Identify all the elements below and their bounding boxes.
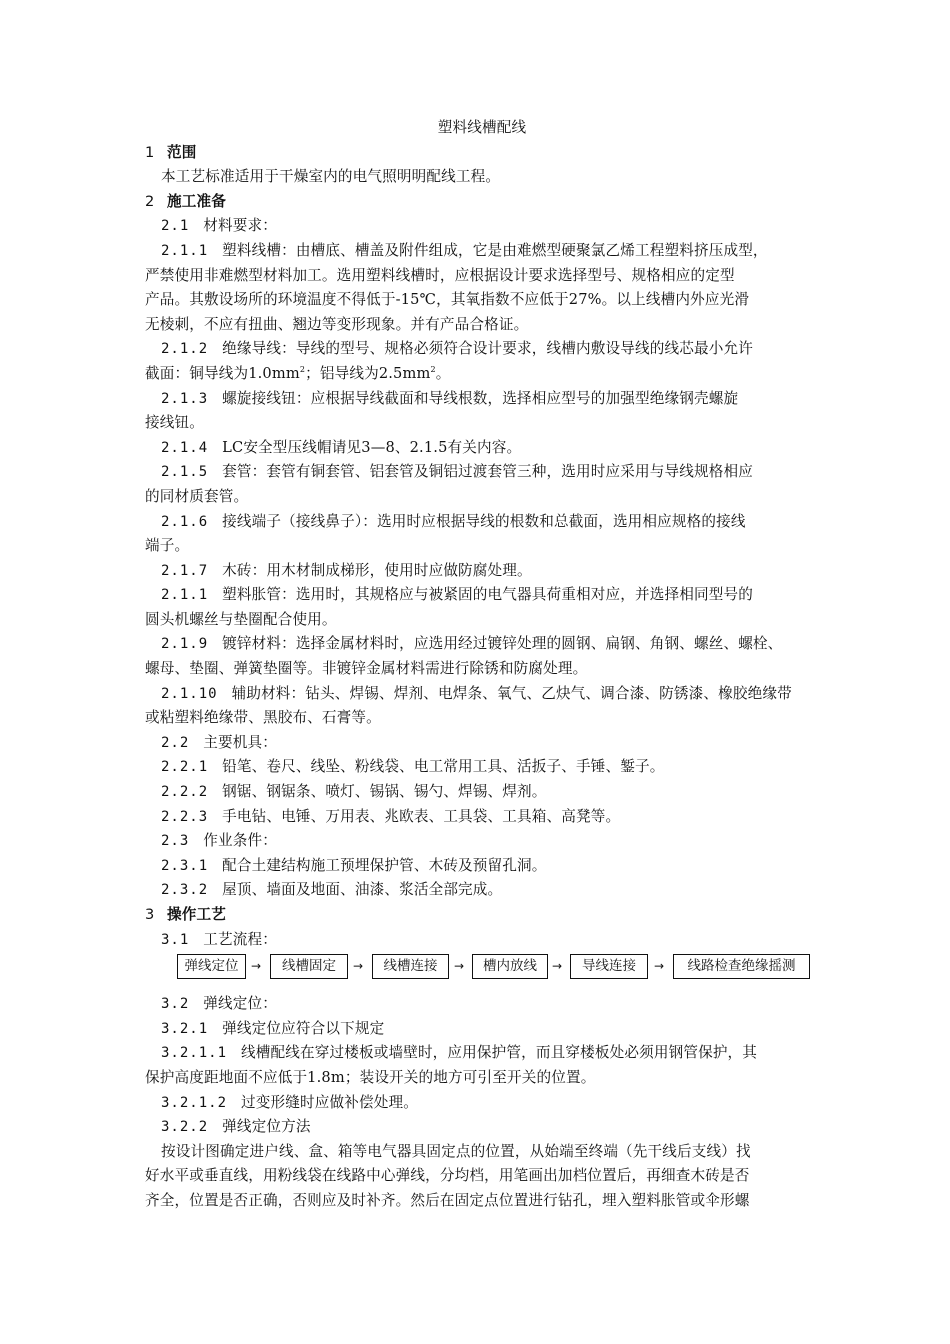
section-2-1-heading: 2.1 材料要求： (161, 217, 278, 235)
section-2-3-heading: 2.3 作业条件： (161, 832, 278, 850)
clause-3-2-2: 3.2.2 弹线定位方法 (161, 1118, 311, 1136)
clause-2-1-1: 2.1.1 塑料线槽：由槽底、槽盖及附件组成，它是由难燃型硬聚氯乙烯工程塑料挤压成型， 严禁使用非难燃型材料加工。选用塑料线槽时，应根据设计要求选择型号、规格相应的定型 产品。其敷设场所的环境温度不得低于-15℃，其氧指数不应低于27%。以上线槽内外应光滑 无棱刺，不应有扭曲、翘边等变形现象。并有产品合格证。 (145, 241, 768, 333)
clause-2-1-2: 2.1.2 绝缘导线：导线的型号、规格必须符合设计要求，线槽内敷设导线的线芯最小允许 截面：铜导线为$1.0mm^2$；铝导线为$2.5mm^2$。 (145, 340, 753, 382)
arrow-right-icon: → (454, 959, 465, 974)
clause-3-2-2-body: 按设计图确定进户线、盒、箱等电气器具固定点的位置，从始端至终端（先干线后支线）找 好水平或垂直线，用粉线袋在线路中心弹线，分均档，用笔画出加档位置后，再细查木砖是否 齐全，位置是否正确，否则应及时补齐。然后在固定点位置进行钻孔，埋入塑料胀管或伞形螺 (145, 1142, 751, 1209)
arrow-right-icon: → (353, 959, 364, 974)
flow-step-1: 弹线定位 (177, 954, 246, 979)
clause-2-1-6: 2.1.6 接线端子（接线鼻子）：选用时应根据导线的根数和总截面，选用相应规格的接线 端子。 (145, 512, 746, 555)
section-3-1-heading: 3.1 工艺流程： (161, 930, 278, 948)
clause-2-3-2: 2.3.2 屋顶、墙面及地面、油漆、浆活全部完成。 (161, 881, 503, 899)
clause-2-1-10: 2.1.10 辅助材料：钻头、焊锡、焊剂、电焊条、氧气、乙炔气、调合漆、防锈漆、橡胶绝缘带 或粘塑料绝缘带、黑胶布、石膏等。 (145, 684, 792, 727)
clause-2-1-7: 2.1.7 木砖：用木材制成梯形，使用时应做防腐处理。 (161, 561, 532, 579)
clause-3-2-1-1: 3.2.1.1 线槽配线在穿过楼板或墙壁时，应用保护管，而且穿楼板处必须用钢管保护，其 保护高度距地面不应低于1.8m；装设开关的地方可引至开关的位置。 (145, 1044, 758, 1086)
clause-3-2-1-2: 3.2.1.2 过变形缝时应做补偿处理。 (161, 1093, 418, 1111)
section-3-heading: 3 操作工艺 (145, 906, 226, 923)
document-title: 塑料线槽配线 (437, 119, 527, 136)
clause-2-2-3: 2.2.3 手电钻、电锤、万用表、兆欧表、工具袋、工具箱、高凳等。 (161, 807, 621, 825)
clause-3-2-1: 3.2.1 弹线定位应符合以下规定 (161, 1019, 385, 1037)
clause-2-3-1: 2.3.1 配合土建结构施工预埋保护管、木砖及预留孔洞。 (161, 856, 547, 874)
section-1-heading: 1 范围 (145, 143, 197, 161)
flow-step-2: 线槽固定 (270, 954, 348, 979)
clause-2-2-1: 2.2.1 铅笔、卷尺、线坠、粉线袋、电工常用工具、活扳子、手锤、錾子。 (161, 758, 665, 776)
clause-2-1-4: 2.1.4 LC安全型压线帽请见3—8、2.1.5有关内容。 (161, 438, 522, 456)
section-3-2-heading: 3.2 弹线定位： (161, 995, 278, 1013)
flow-step-4: 槽内放线 (472, 954, 548, 979)
flow-step-6: 线路检查绝缘摇测 (673, 954, 810, 979)
clause-2-1-9: 2.1.9 镀锌材料：选择金属材料时，应选用经过镀锌处理的圆钢、扁钢、角钢、螺丝、螺栓、 螺母、垫圈、弹簧垫圈等。非镀锌金属材料需进行除锈和防腐处理。 (145, 635, 783, 678)
section-2-2-heading: 2.2 主要机具： (161, 733, 278, 751)
clause-2-2-2: 2.2.2 钢锯、钢锯条、喷灯、锡锅、锡勺、焊锡、焊剂。 (161, 783, 547, 801)
arrow-right-icon: → (552, 959, 563, 974)
clause-2-1-5: 2.1.5 套管：套管有铜套管、铝套管及铜铝过渡套管三种，选用时应采用与导线规格相应 的同材质套管。 (145, 463, 753, 505)
arrow-right-icon: → (654, 959, 665, 974)
flow-step-3: 线槽连接 (372, 954, 449, 979)
clause-2-1-3: 2.1.3 螺旋接线钮：应根据导线截面和导线根数，选择相应型号的加强型绝缘钢壳螺旋 接线钮。 (145, 389, 739, 432)
document-page (145, 116, 811, 1214)
clause-2-1-8: 2.1.1 塑料胀管：选用时，其规格应与被紧固的电气器具荷重相对应，并选择相同型号的 圆头机螺丝与垫圈配合使用。 (145, 586, 753, 628)
arrow-right-icon: → (251, 959, 262, 974)
flow-step-5: 导线连接 (570, 954, 648, 979)
section-1-text: 本工艺标准适用于干燥室内的电气照明明配线工程。 (161, 168, 501, 186)
section-2-heading: 2 施工准备 (145, 192, 226, 210)
process-flow-diagram (145, 952, 811, 992)
